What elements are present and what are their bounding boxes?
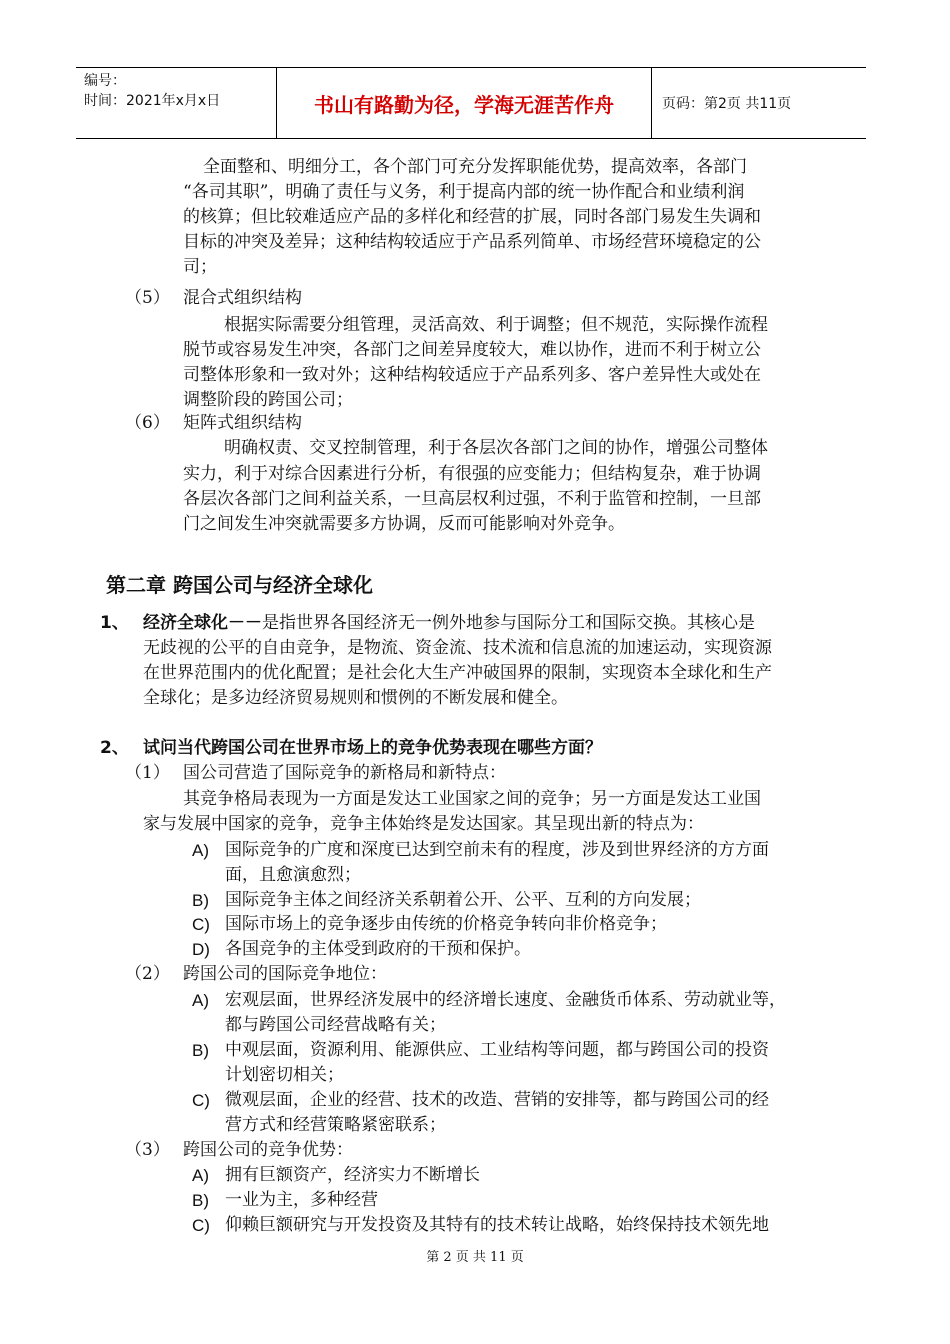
- list-marker: C): [192, 1216, 210, 1235]
- list-item: 都与跨国公司经营战略有关；: [225, 1015, 446, 1035]
- list-marker: A): [192, 991, 209, 1010]
- paragraph-line: 在世界范围内的优化配置；是社会化大生产冲破国界的限制，实现资本全球化和生产: [143, 663, 772, 683]
- paragraph-line: 其竞争格局表现为一方面是发达工业国家之间的竞争；另一方面是发达工业国: [183, 789, 761, 809]
- page-header: [76, 67, 866, 139]
- list-marker: B): [192, 891, 209, 910]
- list-item: 营方式和经营策略紧密联系；: [225, 1115, 446, 1135]
- list-item: 计划密切相关；: [225, 1065, 344, 1085]
- subsection-number: （1）: [125, 763, 170, 783]
- question-number: 2、: [100, 738, 129, 758]
- paragraph-line: 家与发展中国家的竞争，竞争主体始终是发达国家。其呈现出新的特点为：: [143, 814, 704, 834]
- definition: 是指世界各国经济无一例外地参与国际分工和国际交换。其核心是: [262, 613, 755, 633]
- subsection-number: （3）: [125, 1140, 170, 1160]
- paragraph-line: 调整阶段的跨国公司；: [183, 390, 353, 410]
- list-item: 微观层面，企业的经营、技术的改造、营销的安排等，都与跨国公司的经: [225, 1090, 769, 1110]
- list-item: 国际竞争的广度和深度已达到空前未有的程度，涉及到世界经济的方方面: [225, 840, 769, 860]
- subsection-number: （2）: [125, 964, 170, 984]
- section-number: （5）: [125, 288, 170, 308]
- list-item: 中观层面，资源利用、能源供应、工业结构等问题，都与跨国公司的投资: [225, 1040, 769, 1060]
- subsection-title: 跨国公司的竞争优势：: [183, 1140, 353, 1160]
- header-time-label: 时间：2021年x月x日: [84, 93, 221, 109]
- paragraph-line: 根据实际需要分组管理，灵活高效、利于调整；但不规范，实际操作流程: [224, 315, 768, 335]
- section-number: （6）: [125, 413, 170, 433]
- section-title: 矩阵式组织结构: [183, 413, 302, 433]
- paragraph-line: 全球化；是多边经济贸易规则和惯例的不断发展和健全。: [143, 688, 568, 708]
- header-left-cell: [76, 68, 277, 138]
- paragraph-line: “各司其职”，明确了责任与义务，利于提高内部的统一协作配合和业绩利润: [183, 182, 745, 202]
- header-motto: 书山有路勤为径，学海无涯苦作舟: [277, 68, 652, 138]
- list-item: 国际竞争主体之间经济关系朝着公开、公平、互利的方向发展；: [225, 890, 701, 910]
- paragraph-line: 明确权责、交叉控制管理，利于各层次各部门之间的协作，增强公司整体: [224, 438, 768, 458]
- paragraph-line: 实力，利于对综合因素进行分析，有很强的应变能力；但结构复杂，难于协调: [183, 464, 761, 484]
- list-item: 一业为主，多种经营: [225, 1190, 378, 1210]
- paragraph-line: 无歧视的公平的自由竞争，是物流、资金流、技术流和信息流的加速运动，实现资源: [143, 638, 772, 658]
- paragraph-line: 目标的冲突及差异；这种结构较适应于产品系列简单、市场经营环境稳定的公: [183, 232, 761, 252]
- paragraph-line: 司；: [183, 257, 217, 277]
- question-1-first-line: [143, 611, 755, 636]
- list-item: 宏观层面，世界经济发展中的经济增长速度、金融货币体系、劳动就业等，: [225, 990, 786, 1010]
- list-marker: B): [192, 1041, 209, 1060]
- list-marker: D): [192, 940, 210, 959]
- header-number-label: 编号：: [84, 73, 126, 89]
- list-marker: B): [192, 1191, 209, 1210]
- header-page-label: 页码：第2页 共11页: [662, 96, 792, 112]
- chapter-heading: 第二章 跨国公司与经济全球化: [106, 573, 373, 597]
- paragraph-line: 各层次各部门之间利益关系，一旦高层权利过强，不利于监管和控制，一旦部: [183, 489, 761, 509]
- subsection-title: 国公司营造了国际竞争的新格局和新特点：: [183, 763, 506, 783]
- term: 经济全球化－－: [143, 613, 262, 633]
- paragraph-line: 门之间发生冲突就需要多方协调，反而可能影响对外竞争。: [183, 514, 625, 534]
- question-title: 试问当代跨国公司在世界市场上的竞争优势表现在哪些方面？: [143, 738, 602, 758]
- list-item: 面，且愈演愈烈；: [225, 865, 361, 885]
- paragraph-line: 的核算；但比较难适应产品的多样化和经营的扩展，同时各部门易发生失调和: [183, 207, 761, 227]
- list-marker: A): [192, 841, 209, 860]
- paragraph-line: 全面整和、明细分工，各个部门可充分发挥职能优势，提高效率，各部门: [203, 157, 747, 177]
- paragraph-line: 脱节或容易发生冲突，各部门之间差异度较大，难以协作，进而不利于树立公: [183, 340, 761, 360]
- list-item: 仰赖巨额研究与开发投资及其特有的技术转让战略，始终保持技术领先地: [225, 1215, 769, 1235]
- section-title: 混合式组织结构: [183, 288, 302, 308]
- list-marker: C): [192, 1091, 210, 1110]
- list-marker: C): [192, 915, 210, 934]
- list-marker: A): [192, 1166, 209, 1185]
- paragraph-line: 司整体形象和一致对外；这种结构较适应于产品系列多、客户差异性大或处在: [183, 365, 761, 385]
- list-item: 拥有巨额资产，经济实力不断增长: [225, 1165, 480, 1185]
- list-item: 各国竞争的主体受到政府的干预和保护。: [225, 939, 531, 959]
- subsection-title: 跨国公司的国际竞争地位：: [183, 964, 387, 984]
- question-number: 1、: [100, 613, 129, 633]
- page-footer: 第 2 页 共 11 页: [426, 1250, 524, 1265]
- list-item: 国际市场上的竞争逐步由传统的价格竞争转向非价格竞争；: [225, 914, 667, 934]
